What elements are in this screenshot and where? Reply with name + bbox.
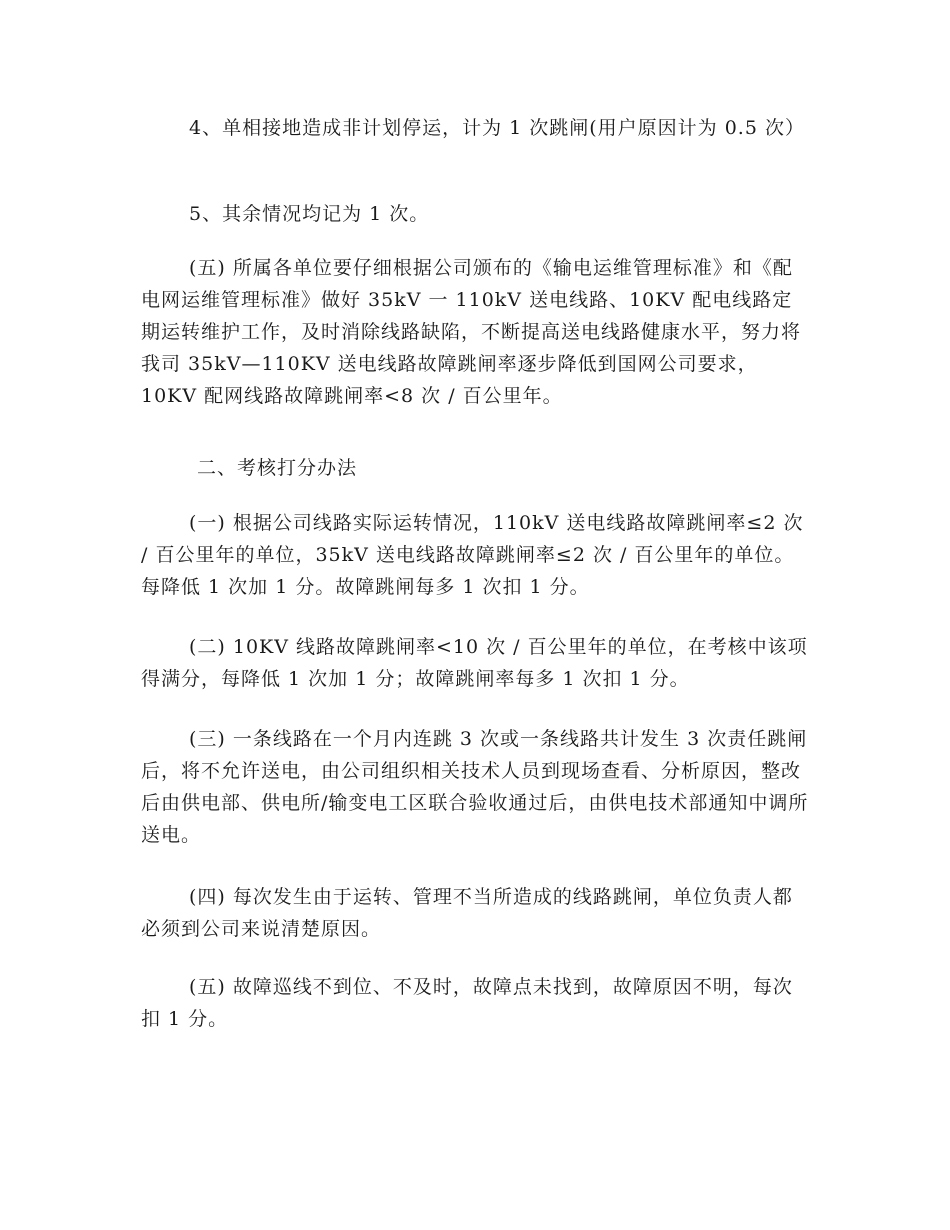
- section-heading-2: 二、考核打分办法: [197, 457, 358, 479]
- paragraph-rule-1: (一) 根据公司线路实际运转情况，110kV 送电线路故障跳闸率≤2 次 / 百公里年的单位，35kV 送电线路故障跳闸率≤2 次 / 百公里年的单位。每降低 1 次加 1 分。故障跳闸每多 1 次扣 1 分。: [141, 512, 804, 598]
- paragraph-rule-4: (四) 每次发生由于运转、管理不当所造成的线路跳闸，单位负责人都必须到公司来说清楚原因。: [141, 886, 793, 940]
- paragraph-rule-2: (二) 10KV 线路故障跳闸率<10 次 / 百公里年的单位，在考核中该项得满分，每降低 1 次加 1 分；故障跳闸率每多 1 次扣 1 分。: [141, 636, 808, 690]
- paragraph-rule-3: (三) 一条线路在一个月内连跳 3 次或一条线路共计发生 3 次责任跳闸后，将不允许送电，由公司组织相关技术人员到现场查看、分析原因，整改后由供电部、供电所/输变电工区联合验收通过后，由供电技术部通知中调所送电。: [141, 728, 809, 846]
- paragraph-section-5: (五) 所属各单位要仔细根据公司颁布的《输电运维管理标准》和《配电网运维管理标准》做好 35kV 一 110kV 送电线路、10KV 配电线路定期运转维护工作，及时消除线路缺陷，不断提高送电线路健康水平，努力将我司 35kV—110KV 送电线路故障跳闸率逐步降低到国网公司要求，10KV 配网线路故障跳闸率<8 次 / 百公里年。: [141, 257, 802, 407]
- paragraph-item-4: 4、单相接地造成非计划停运，计为 1 次跳闸(用户原因计为 0.5 次）: [189, 117, 805, 139]
- paragraph-rule-5: (五) 故障巡线不到位、不及时，故障点未找到，故障原因不明，每次扣 1 分。: [141, 976, 793, 1030]
- paragraph-item-5: 5、其余情况均记为 1 次。: [189, 203, 430, 225]
